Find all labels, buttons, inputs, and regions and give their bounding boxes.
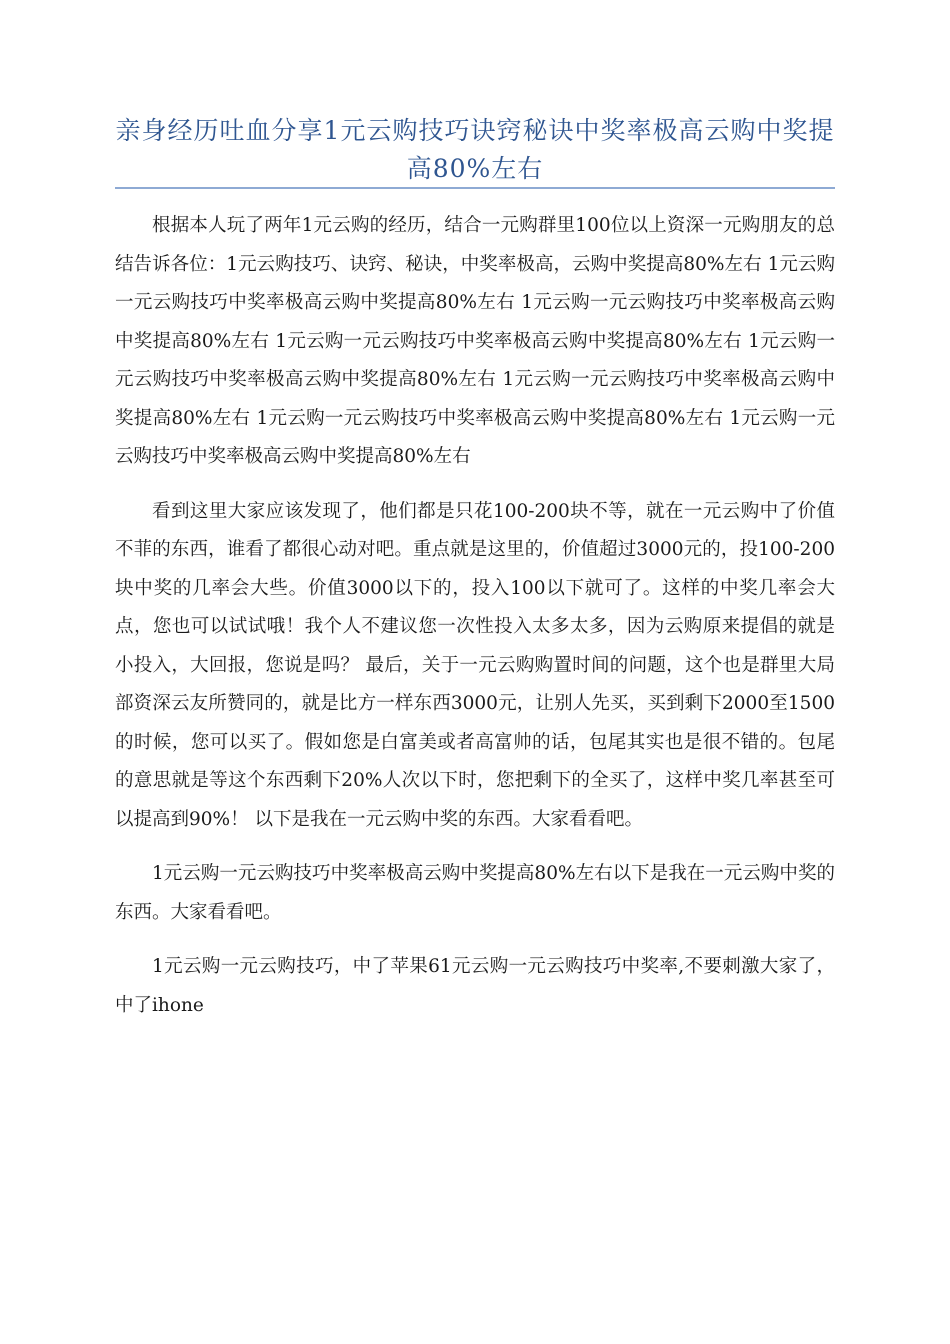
document-title: 亲身经历吐血分享1元云购技巧诀窍秘诀中奖率极高云购中奖提高80%左右 [115,116,835,183]
title-divider [115,187,835,189]
paragraph-3: 1元云购一元云购技巧中奖率极高云购中奖提高80%左右以下是我在一元云购中奖的东西。大家看看吧。 [115,863,835,923]
paragraph-2: 看到这里大家应该发现了，他们都是只花100-200块不等，就在一元云购中了价值不菲的东西，谁看了都很心动对吧。重点就是这里的，价值超过3000元的，投100-200块中奖的几率会大些。价值3000以下的，投入100以下就可了。这样的中奖几率会大点，您也可以试试哦！我个人不建议您一次性投入太多太多，因为云购原来提倡的就是小投入，大回报，您说是吗？ 最后，关于一元云购购置时间的问题，这个也是群里大局部资深云友所赞同的，就是比方一样东西3000元，让别人先买，买到剩下2000至1500的时候，您可以买了。假如您是白富美或者高富帅的话，包尾其实也是很不错的。包尾的意思就是等这个东西剩下20%人次以下时，您把剩下的全买了，这样中奖几率甚至可以提高到90%！ 以下是我在一元云购中奖的东西。大家看看吧。 [115,500,835,830]
document-body [115,207,835,1041]
paragraph-4: 1元云购一元云购技巧，中了苹果61元云购一元云购技巧中奖率,不要刺激大家了，中了ihone [115,956,835,1016]
paragraph-1: 根据本人玩了两年1元云购的经历，结合一元购群里100位以上资深一元购朋友的总结告诉各位：1元云购技巧、诀窍、秘诀，中奖率极高，云购中奖提高80%左右 1元云购一元云购技巧中奖率极高云购中奖提高80%左右 1元云购一元云购技巧中奖率极高云购中奖提高80%左右 1元云购一元云购技巧中奖率极高云购中奖提高80%左右 1元云购一元云购技巧中奖率极高云购中奖提高80%左右 1元云购一元云购技巧中奖率极高云购中奖提高80%左右 1元云购一元云购技巧中奖率极高云购中奖提高80%左右 1元云购一元云购技巧中奖率极高云购中奖提高80%左右 [115,215,835,467]
